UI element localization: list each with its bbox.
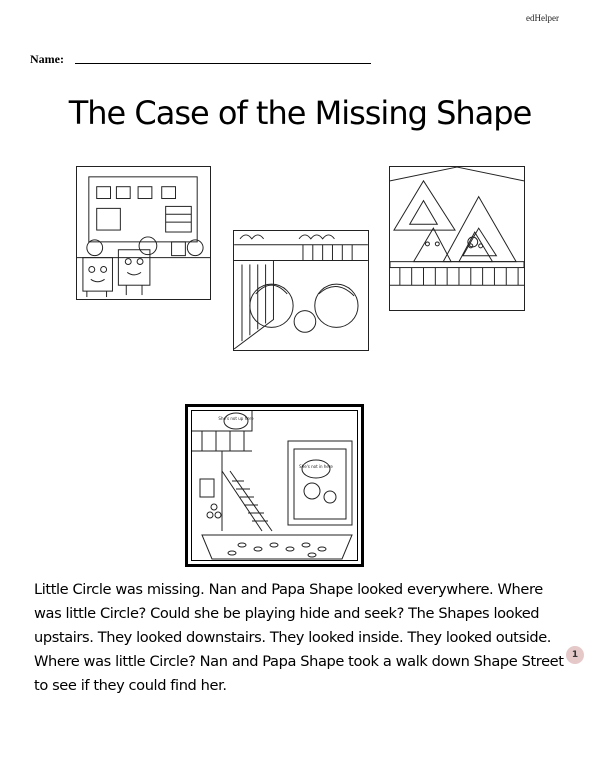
illustration-house-interior bbox=[185, 404, 364, 567]
brand-label: edHelper bbox=[526, 13, 559, 23]
name-field[interactable] bbox=[30, 52, 370, 68]
bubble-upstairs-text: She's not up here bbox=[218, 416, 254, 421]
page-title: The Case of the Missing Shape bbox=[68, 94, 532, 132]
page-number-badge: 1 bbox=[566, 646, 584, 664]
illustration-triangles bbox=[389, 166, 525, 311]
bubble-downstairs-text: She's not in here bbox=[299, 464, 333, 469]
illustration-balcony bbox=[233, 230, 369, 351]
illustration-street bbox=[76, 166, 211, 300]
story-text: Little Circle was missing. Nan and Papa Shape looked everywhere. Where was little Circle? Could she be playing hide and seek? The Shapes looked upstairs. They looked downstairs. They looked inside. They looked outside. Where was little Circle? Nan and Papa Shape took a walk down Shape Street to see if they could find her. bbox=[34, 581, 564, 694]
name-label: Name: bbox=[30, 52, 64, 66]
name-line[interactable] bbox=[75, 63, 371, 64]
